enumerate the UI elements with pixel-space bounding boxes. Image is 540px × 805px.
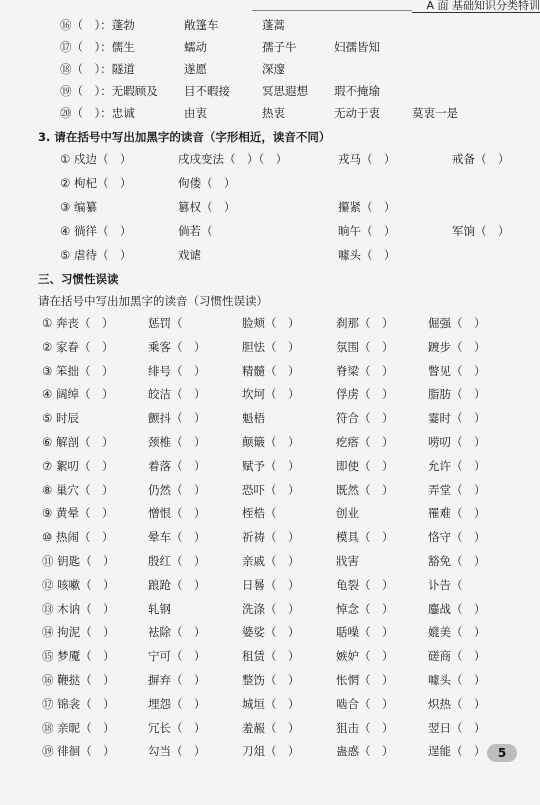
- section-a-row: [0, 102, 540, 124]
- habit-row-cell: 婆娑（ ）: [242, 625, 300, 640]
- habit-row-cell: 鏖战（ ）: [428, 601, 486, 616]
- habit-row-cell: 翌日（ ）: [428, 720, 486, 735]
- habit-row-cell: 刹那（ ）: [336, 316, 394, 330]
- habit-row-cell: 踉跄（ ）: [148, 577, 206, 592]
- section-a-row-cell: ⑯（ ）：蓬勃: [60, 18, 135, 32]
- habit-row-cell: 符合（ ）: [336, 411, 394, 426]
- section-a-row-cell: ⑳（ ）：忠诚: [60, 106, 135, 120]
- habit-row-cell: ⑫ 咳嗽（ ）: [42, 577, 115, 592]
- q3-row-cell: 佝偻（ ）: [178, 176, 236, 190]
- habit-row-cell: 祈祷（ ）: [242, 530, 300, 545]
- habit-row-cell: ⑥ 解剖（ ）: [42, 435, 114, 449]
- section-a-row-cell: 热衷: [262, 106, 285, 120]
- q3-title: 3. 请在括号中写出加黑字的读音（字形相近，读音不同）: [38, 130, 331, 144]
- q3-row-cell: 戎马（ ）: [338, 152, 396, 166]
- habit-row-cell: 脸颊（ ）: [242, 316, 300, 330]
- habit-row-cell: 坎坷（ ）: [242, 387, 300, 402]
- habit-row-cell: ② 家眷（ ）: [42, 339, 114, 354]
- habit-row-cell: 戕害: [336, 554, 359, 568]
- habit-row-cell: 着落（ ）: [148, 458, 206, 473]
- habit-row-cell: 霎时（ ）: [428, 411, 486, 426]
- section-3-instruction: 请在括号中写出加黑字的读音（习惯性误读）: [38, 294, 268, 308]
- habit-row-cell: 瞥见（ ）: [428, 363, 486, 378]
- habit-row-cell: 仍然（ ）: [148, 482, 206, 497]
- q3-row-cell: 晌午（ ）: [338, 224, 396, 238]
- habit-row-cell: ③ 笨拙（ ）: [42, 363, 114, 378]
- running-header: [412, 0, 540, 13]
- habit-row-cell: 租赁（ ）: [242, 649, 300, 664]
- q3-row: [0, 148, 540, 170]
- habit-row: [0, 621, 540, 643]
- q3-row-cell: ③ 编纂: [60, 200, 97, 214]
- habit-row-cell: 弄堂（ ）: [428, 482, 486, 497]
- section-a-row: [0, 58, 540, 80]
- habit-row-cell: 炽热（ ）: [428, 696, 486, 711]
- habit-row-cell: 踱步（ ）: [428, 339, 486, 354]
- habit-row-cell: 羞赧（ ）: [242, 720, 300, 735]
- section-3-title: 三、习惯性误读: [38, 272, 119, 286]
- habit-row-cell: 城垣（ ）: [242, 696, 300, 711]
- q3-row-cell: ⑤ 虐待（ ）: [60, 248, 132, 262]
- habit-row: [0, 383, 540, 405]
- habit-row-cell: 怅惘（ ）: [336, 673, 394, 687]
- habit-row-cell: 既然（ ）: [336, 482, 394, 497]
- q3-row-cell: 攥紧（ ）: [338, 200, 396, 214]
- q3-row-cell: 戌戌变法（ ）（ ）: [178, 152, 288, 166]
- habit-row-cell: 龟裂（ ）: [336, 577, 394, 592]
- habit-row-cell: ⑭ 拘泥（ ）: [42, 625, 115, 640]
- habit-row: [0, 479, 540, 501]
- habit-row-cell: 摒弃（ ）: [148, 673, 206, 687]
- q3-row-cell: ② 枸杞（ ）: [60, 176, 132, 190]
- section-a-row-cell: 由衷: [184, 106, 207, 120]
- q3-row-cell: 噱头（ ）: [338, 248, 396, 262]
- habit-row-cell: 倔强（ ）: [428, 316, 486, 330]
- habit-row-cell: 憎恨（ ）: [148, 506, 206, 521]
- habit-row: [0, 598, 540, 620]
- habit-row-cell: 恪守（ ）: [428, 530, 486, 545]
- habit-row-cell: ⑤ 时辰: [42, 411, 79, 426]
- habit-row: [0, 740, 540, 762]
- habit-row-cell: 嫉妒（ ）: [336, 649, 394, 664]
- section-a-row-cell: 目不暇接: [184, 84, 230, 98]
- habit-row-cell: 蛊惑（ ）: [336, 744, 394, 759]
- section-a-row-cell: 孺子牛: [262, 40, 297, 54]
- habit-row: [0, 526, 540, 548]
- habit-row-cell: 晕车（ ）: [148, 530, 206, 545]
- habit-row-cell: 颠簸（ ）: [242, 435, 300, 449]
- section-a-row-cell: 莫衷一是: [412, 106, 458, 120]
- habit-row: [0, 431, 540, 453]
- habit-row-cell: 豁免（ ）: [428, 554, 486, 568]
- habit-row-cell: 洗涤（ ）: [242, 601, 300, 616]
- q3-row-cell: 篡权（ ）: [178, 200, 236, 214]
- section-a-row-cell: 冥思遐想: [262, 84, 308, 98]
- habit-row-cell: ⑪ 钥匙（ ）: [42, 554, 115, 568]
- q3-row-cell: 军饷（ ）: [452, 224, 510, 238]
- habit-row-cell: 皎洁（ ）: [148, 387, 206, 402]
- habit-row-cell: 磋商（ ）: [428, 649, 486, 664]
- habit-row-cell: 疙瘩（ ）: [336, 435, 394, 449]
- habit-row-cell: 噱头（ ）: [428, 673, 486, 687]
- section-a-row-cell: 瑕不掩瑜: [334, 84, 380, 98]
- habit-row-cell: 刀俎（ ）: [242, 744, 300, 759]
- habit-row-cell: 模具（ ）: [336, 530, 394, 545]
- habit-row-cell: 袪除（ ）: [148, 625, 206, 640]
- q3-row-cell: ① 戍边（ ）: [60, 152, 132, 166]
- section-a-row-cell: 无动于衷: [334, 106, 380, 120]
- habit-row-cell: 唠叨（ ）: [428, 435, 486, 449]
- habit-row-cell: 颤抖（ ）: [148, 411, 206, 426]
- habit-row-cell: 啮合（ ）: [336, 696, 394, 711]
- habit-row-cell: ④ 阔绰（ ）: [42, 387, 114, 402]
- habit-row-cell: 逞能（ ）: [428, 744, 486, 759]
- habit-row-cell: 罹难（ ）: [428, 506, 486, 521]
- habit-row-cell: ⑲ 徘徊（ ）: [42, 744, 115, 759]
- q3-row-cell: 倘若（: [178, 224, 213, 238]
- habit-row: [0, 502, 540, 524]
- habit-row-cell: 绯号（ ）: [148, 363, 206, 378]
- q3-row-cell: ④ 徜徉（ ）: [60, 224, 132, 238]
- habit-row-cell: ⑱ 亲昵（ ）: [42, 720, 115, 735]
- habit-row-cell: 惩罚（: [148, 316, 183, 330]
- habit-row-cell: 埋怨（ ）: [148, 696, 206, 711]
- habit-row-cell: 乘客（ ）: [148, 339, 206, 354]
- header-text: A 面 基础知识分类特训: [426, 0, 540, 12]
- habit-row-cell: 勾当（ ）: [148, 744, 206, 759]
- habit-row-cell: 讣告（: [428, 577, 463, 592]
- habit-row-cell: 宁可（ ）: [148, 649, 206, 664]
- habit-row: [0, 312, 540, 334]
- habit-row-cell: 日晷（ ）: [242, 577, 300, 592]
- q3-row: [0, 244, 540, 266]
- habit-row-cell: 赋予（ ）: [242, 458, 300, 473]
- page-number: 5: [487, 744, 517, 762]
- section-a-row-cell: 蓬蒿: [262, 18, 285, 32]
- section-a-row-cell: 遂愿: [184, 62, 207, 76]
- habit-row-cell: 胆怯（ ）: [242, 339, 300, 354]
- habit-row-cell: ① 奔丧（ ）: [42, 316, 114, 330]
- habit-row-cell: 俘虏（ ）: [336, 387, 394, 402]
- section-a-row-cell: ⑱（ ）：隧道: [60, 62, 135, 76]
- section-a-row: [0, 14, 540, 36]
- habit-row-cell: ⑨ 黄晕（ ）: [42, 506, 114, 521]
- habit-row-cell: ⑬ 木讷（ ）: [42, 601, 115, 616]
- q3-row: [0, 220, 540, 242]
- habit-row-cell: 魁梧: [242, 411, 265, 426]
- habit-row-cell: 亲戚（ ）: [242, 554, 300, 568]
- q3-row-cell: 戏谑: [178, 248, 201, 262]
- habit-row-cell: 允许（ ）: [428, 458, 486, 473]
- habit-row-cell: 即使（ ）: [336, 458, 394, 473]
- habit-row: [0, 645, 540, 667]
- section-a-row-cell: 蠕动: [184, 40, 207, 54]
- section-a-row-cell: ⑲（ ）：无暇顾及: [60, 84, 158, 98]
- habit-row: [0, 693, 540, 715]
- habit-row-cell: 桎梏（: [242, 506, 277, 521]
- habit-row-cell: ⑰ 锦衾（ ）: [42, 696, 115, 711]
- habit-row-cell: 创业: [336, 506, 359, 521]
- habit-row-cell: ⑯ 鞭挞（ ）: [42, 673, 115, 687]
- section-a-row: [0, 36, 540, 58]
- habit-row: [0, 336, 540, 358]
- section-a-row-cell: 妇孺皆知: [334, 40, 380, 54]
- habit-row-cell: ⑦ 絮叨（ ）: [42, 458, 114, 473]
- habit-row-cell: 脂肪（ ）: [428, 387, 486, 402]
- habit-row-cell: 轧钢: [148, 601, 171, 616]
- habit-row-cell: 冗长（ ）: [148, 720, 206, 735]
- habit-row: [0, 574, 540, 596]
- habit-row-cell: 殷红（ ）: [148, 554, 206, 568]
- habit-row: [0, 455, 540, 477]
- habit-row: [0, 717, 540, 739]
- habit-row-cell: 悼念（ ）: [336, 601, 394, 616]
- habit-row-cell: ⑩ 热闹（ ）: [42, 530, 114, 545]
- section-a-row-cell: 深邃: [262, 62, 285, 76]
- section-a-row-cell: ⑰（ ）：儒生: [60, 40, 135, 54]
- section-a-row-cell: 敞篷车: [184, 18, 219, 32]
- habit-row-cell: ⑧ 巢穴（ ）: [42, 482, 114, 497]
- habit-row-cell: 氛围（ ）: [336, 339, 394, 354]
- habit-row-cell: 媲美（ ）: [428, 625, 486, 640]
- habit-row: [0, 550, 540, 572]
- habit-row: [0, 407, 540, 429]
- q3-row-cell: 戒备（ ）: [452, 152, 510, 166]
- habit-row-cell: ⑮ 梦魇（ ）: [42, 649, 115, 664]
- habit-row-cell: 颈椎（ ）: [148, 435, 206, 449]
- habit-row-cell: 精髓（ ）: [242, 363, 300, 378]
- habit-row: [0, 669, 540, 691]
- section-a-row: [0, 80, 540, 102]
- q3-row: [0, 196, 540, 218]
- habit-row-cell: 整饬（ ）: [242, 673, 300, 687]
- habit-row-cell: 聒噪（ ）: [336, 625, 394, 640]
- habit-row-cell: 脊梁（ ）: [336, 363, 394, 378]
- habit-row-cell: 狙击（ ）: [336, 720, 394, 735]
- header-rule: [252, 10, 412, 11]
- habit-row-cell: 恐吓（ ）: [242, 482, 300, 497]
- habit-row: [0, 360, 540, 382]
- q3-row: [0, 172, 540, 194]
